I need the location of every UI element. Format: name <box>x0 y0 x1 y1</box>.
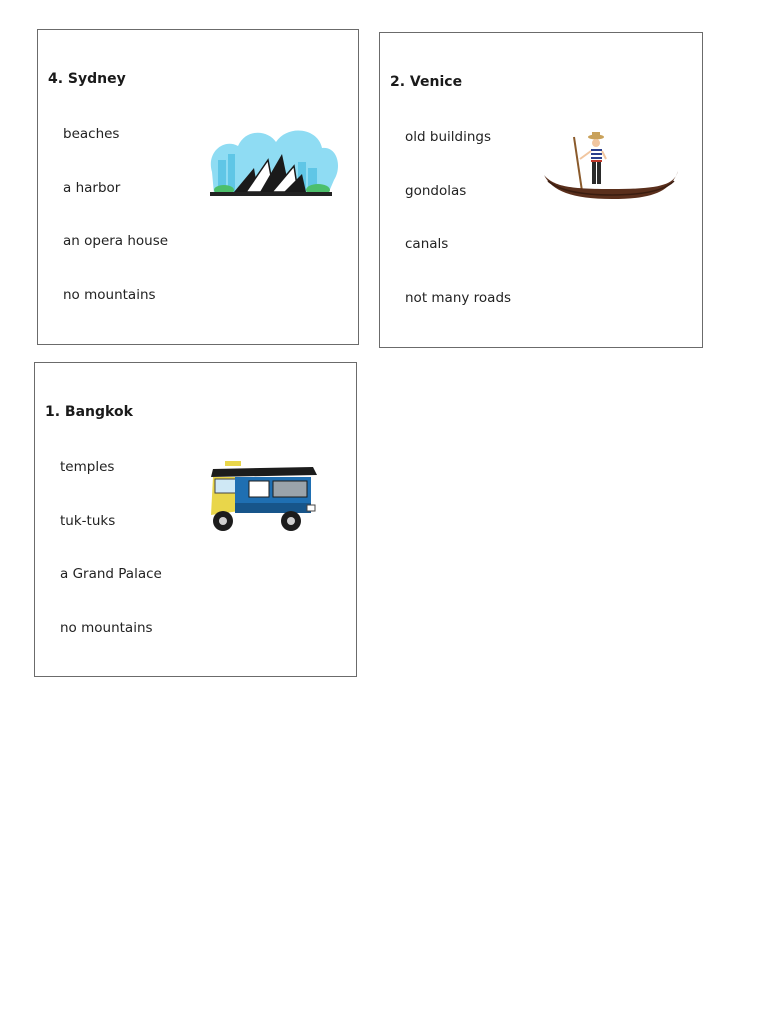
list-item: an opera house <box>63 233 169 249</box>
card-title: 2. Venice <box>390 74 463 90</box>
list-item: tuk-tuks <box>60 513 116 529</box>
city-card-bangkok <box>34 362 357 677</box>
list-item: beaches <box>63 126 120 142</box>
card-title: 1. Bangkok <box>45 404 133 420</box>
list-item: no mountains <box>63 287 156 303</box>
list-item: a harbor <box>63 180 121 196</box>
gondolier-icon <box>542 129 682 211</box>
sydney-opera-house-icon <box>206 124 340 200</box>
city-card-sydney <box>37 29 359 345</box>
list-item: old buildings <box>405 129 491 145</box>
list-item: temples <box>60 459 115 475</box>
list-item: gondolas <box>405 183 467 199</box>
list-item: a Grand Palace <box>60 566 162 582</box>
card-title: 4. Sydney <box>48 71 126 87</box>
tuk-tuk-icon <box>205 459 321 537</box>
list-item: no mountains <box>60 620 153 636</box>
list-item: canals <box>405 236 449 252</box>
list-item: not many roads <box>405 290 512 306</box>
city-card-venice <box>379 32 703 348</box>
